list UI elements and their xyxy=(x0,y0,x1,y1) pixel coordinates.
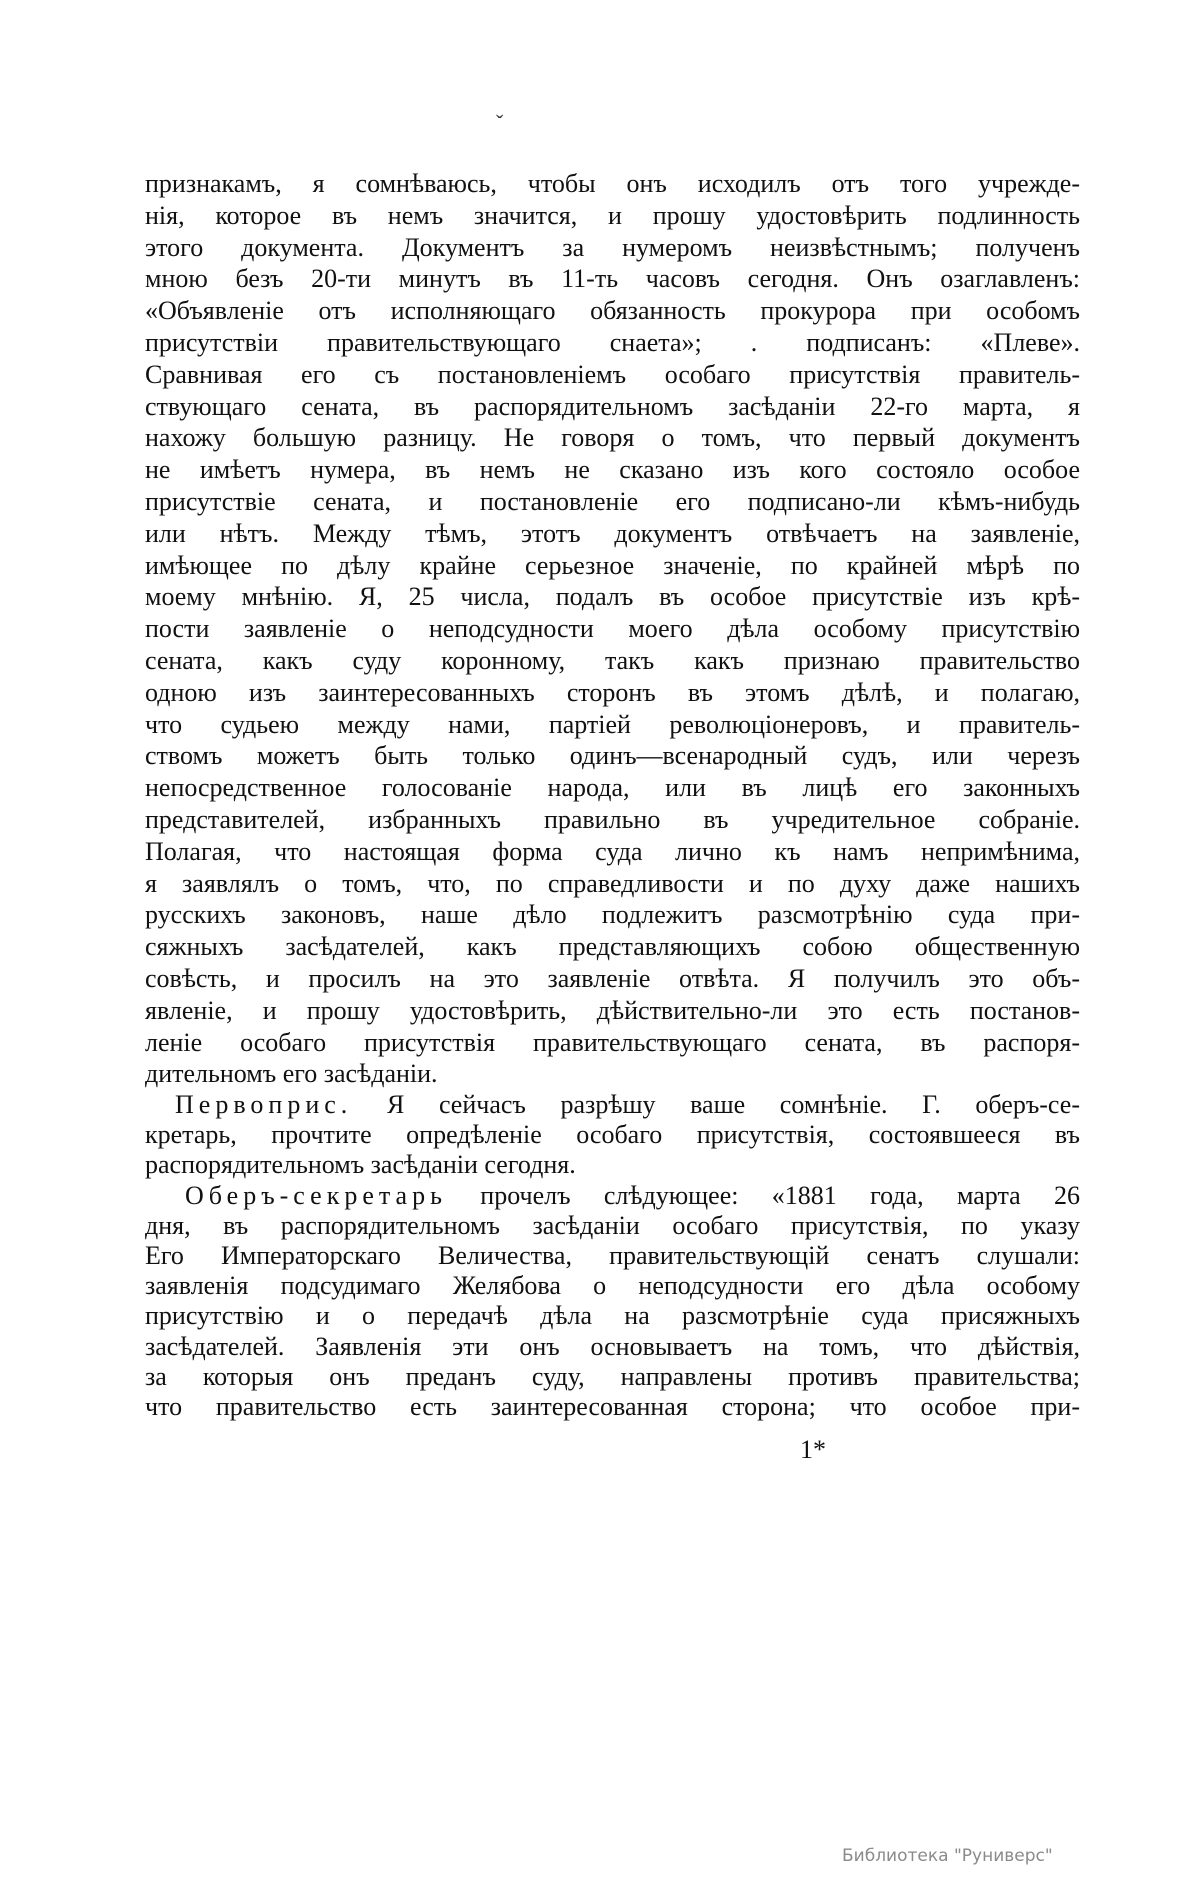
text-line: сената, какъ суду коронному, такъ какъ признаю правительство xyxy=(145,645,1080,675)
paragraph-3 xyxy=(145,1181,1080,1423)
text-line: русскихъ законовъ, наше дѣло подлежитъ разсмотрѣнію суда при- xyxy=(145,900,1080,930)
text-line: не имѣетъ нумера, въ немъ не сказано изъ кого состояло особое xyxy=(145,455,1080,485)
paragraph-2 xyxy=(145,1090,1080,1181)
page-number: 1* xyxy=(800,1435,826,1464)
text-line: одною изъ заинтересованныхъ сторонъ въ этомъ дѣлѣ, и полагаю, xyxy=(145,677,1080,707)
text-line: кретарь, прочтите опредѣленіе особаго присутствія, состоявшееся въ xyxy=(145,1120,1080,1150)
text-line: Его Императорскаго Величества, правительствующій сенатъ слушали: xyxy=(145,1241,1080,1271)
text-line: признакамъ, я сомнѣваюсь, чтобы онъ исходилъ отъ того учрежде- xyxy=(145,169,1080,198)
text-line: сяжныхъ засѣдателей, какъ представляющихъ собою общественную xyxy=(145,932,1080,962)
top-mark: ˇ xyxy=(496,110,504,135)
text-line: распорядительномъ засѣданіи сегодня. xyxy=(145,1150,576,1180)
text-line: непосредственное голосованіе народа, или въ лицѣ его законныхъ xyxy=(145,773,1080,803)
text-line: присутствіе сената, и постановленіе его подписано-ли кѣмъ-нибудь xyxy=(145,486,1080,516)
text-line xyxy=(145,1181,1080,1211)
text-line: «Объявленіе отъ исполняющаго обязанность прокурора при особомъ xyxy=(145,296,1080,326)
line-text: прочелъ слѣдующее: «1881 года, марта 26 xyxy=(480,1180,1080,1210)
speaker-name: Оберъ-секретарь xyxy=(185,1180,447,1210)
paragraph-1 xyxy=(145,168,1080,1090)
text-line: имѣющее по дѣлу крайне серьезное значеніе, по крайней мѣрѣ по xyxy=(145,550,1080,580)
line-text: Я сейчасъ разрѣшу ваше сомнѣніе. Г. оберъ-се- xyxy=(386,1090,1080,1120)
text-line: за которыя онъ преданъ суду, направлены противъ правительства; xyxy=(145,1361,1080,1391)
text-line: я заявлялъ о томъ, что, по справедливости и по духу даже нашихъ xyxy=(145,868,1080,898)
text-line: присутствію и о передачѣ дѣла на разсмотрѣніе суда присяжныхъ xyxy=(145,1301,1080,1331)
text-line xyxy=(145,1090,1080,1120)
speaker-name: Первоприс. xyxy=(175,1090,353,1120)
text-line: явленіе, и прошу удостовѣрить, дѣйствительно-ли это есть постанов- xyxy=(145,995,1080,1025)
paragraph-3-body xyxy=(145,1211,1080,1422)
text-line: ствующаго сената, въ распорядительномъ засѣданіи 22-го марта, я xyxy=(145,391,1080,421)
text-line: дительномъ его засѣданіи. xyxy=(145,1059,438,1089)
text-line: ствомъ можетъ быть только одинъ—всенародный судъ, или черезъ xyxy=(145,741,1080,771)
text-line: засѣдателей. Заявленія эти онъ основываетъ на томъ, что дѣйствія, xyxy=(145,1331,1080,1361)
text-line: этого документа. Документъ за нумеромъ неизвѣстнымъ; полученъ xyxy=(145,232,1080,262)
text-line: представителей, избранныхъ правильно въ учредительное собраніе. xyxy=(145,804,1080,834)
text-line: моему мнѣнію. Я, 25 числа, подалъ въ особое присутствіе изъ крѣ- xyxy=(145,582,1080,612)
text-line: дня, въ распорядительномъ засѣданіи особаго присутствія, по указу xyxy=(145,1210,1080,1240)
text-line: заявленія подсудимаго Желябова о неподсудности его дѣла особому xyxy=(145,1271,1080,1301)
text-line: нія, которое въ немъ значится, и прошу удостовѣрить подлинность xyxy=(145,200,1080,230)
text-line: мною безъ 20-ти минутъ въ 11-ть часовъ сегодня. Онъ озаглавленъ: xyxy=(145,264,1080,294)
text-line: Полагая, что настоящая форма суда лично къ намъ непримѣнима, xyxy=(145,836,1080,866)
page-text xyxy=(145,168,1080,1422)
text-line: совѣсть, и просилъ на это заявленіе отвѣта. Я получилъ это объ- xyxy=(145,963,1080,993)
library-watermark: Библиотека "Руниверс" xyxy=(842,1846,1053,1866)
text-line: присутствіи правительствующаго снаета»; . подписанъ: «Плеве». xyxy=(145,327,1080,357)
text-line: или нѣтъ. Между тѣмъ, этотъ документъ отвѣчаетъ на заявленіе, xyxy=(145,518,1080,548)
text-line: Сравнивая его съ постановленіемъ особаго присутствія правитель- xyxy=(145,359,1080,389)
text-line: что правительство есть заинтересованная сторона; что особое при- xyxy=(145,1391,1080,1421)
text-line: что судьею между нами, партіей революціонеровъ, и правитель- xyxy=(145,709,1080,739)
text-line: нахожу большую разницу. Не говоря о томъ, что первый документъ xyxy=(145,423,1080,453)
text-line: пости заявленіе о неподсудности моего дѣла особому присутствію xyxy=(145,614,1080,644)
text-line: леніе особаго присутствія правительствующаго сената, въ распоря- xyxy=(145,1027,1080,1057)
